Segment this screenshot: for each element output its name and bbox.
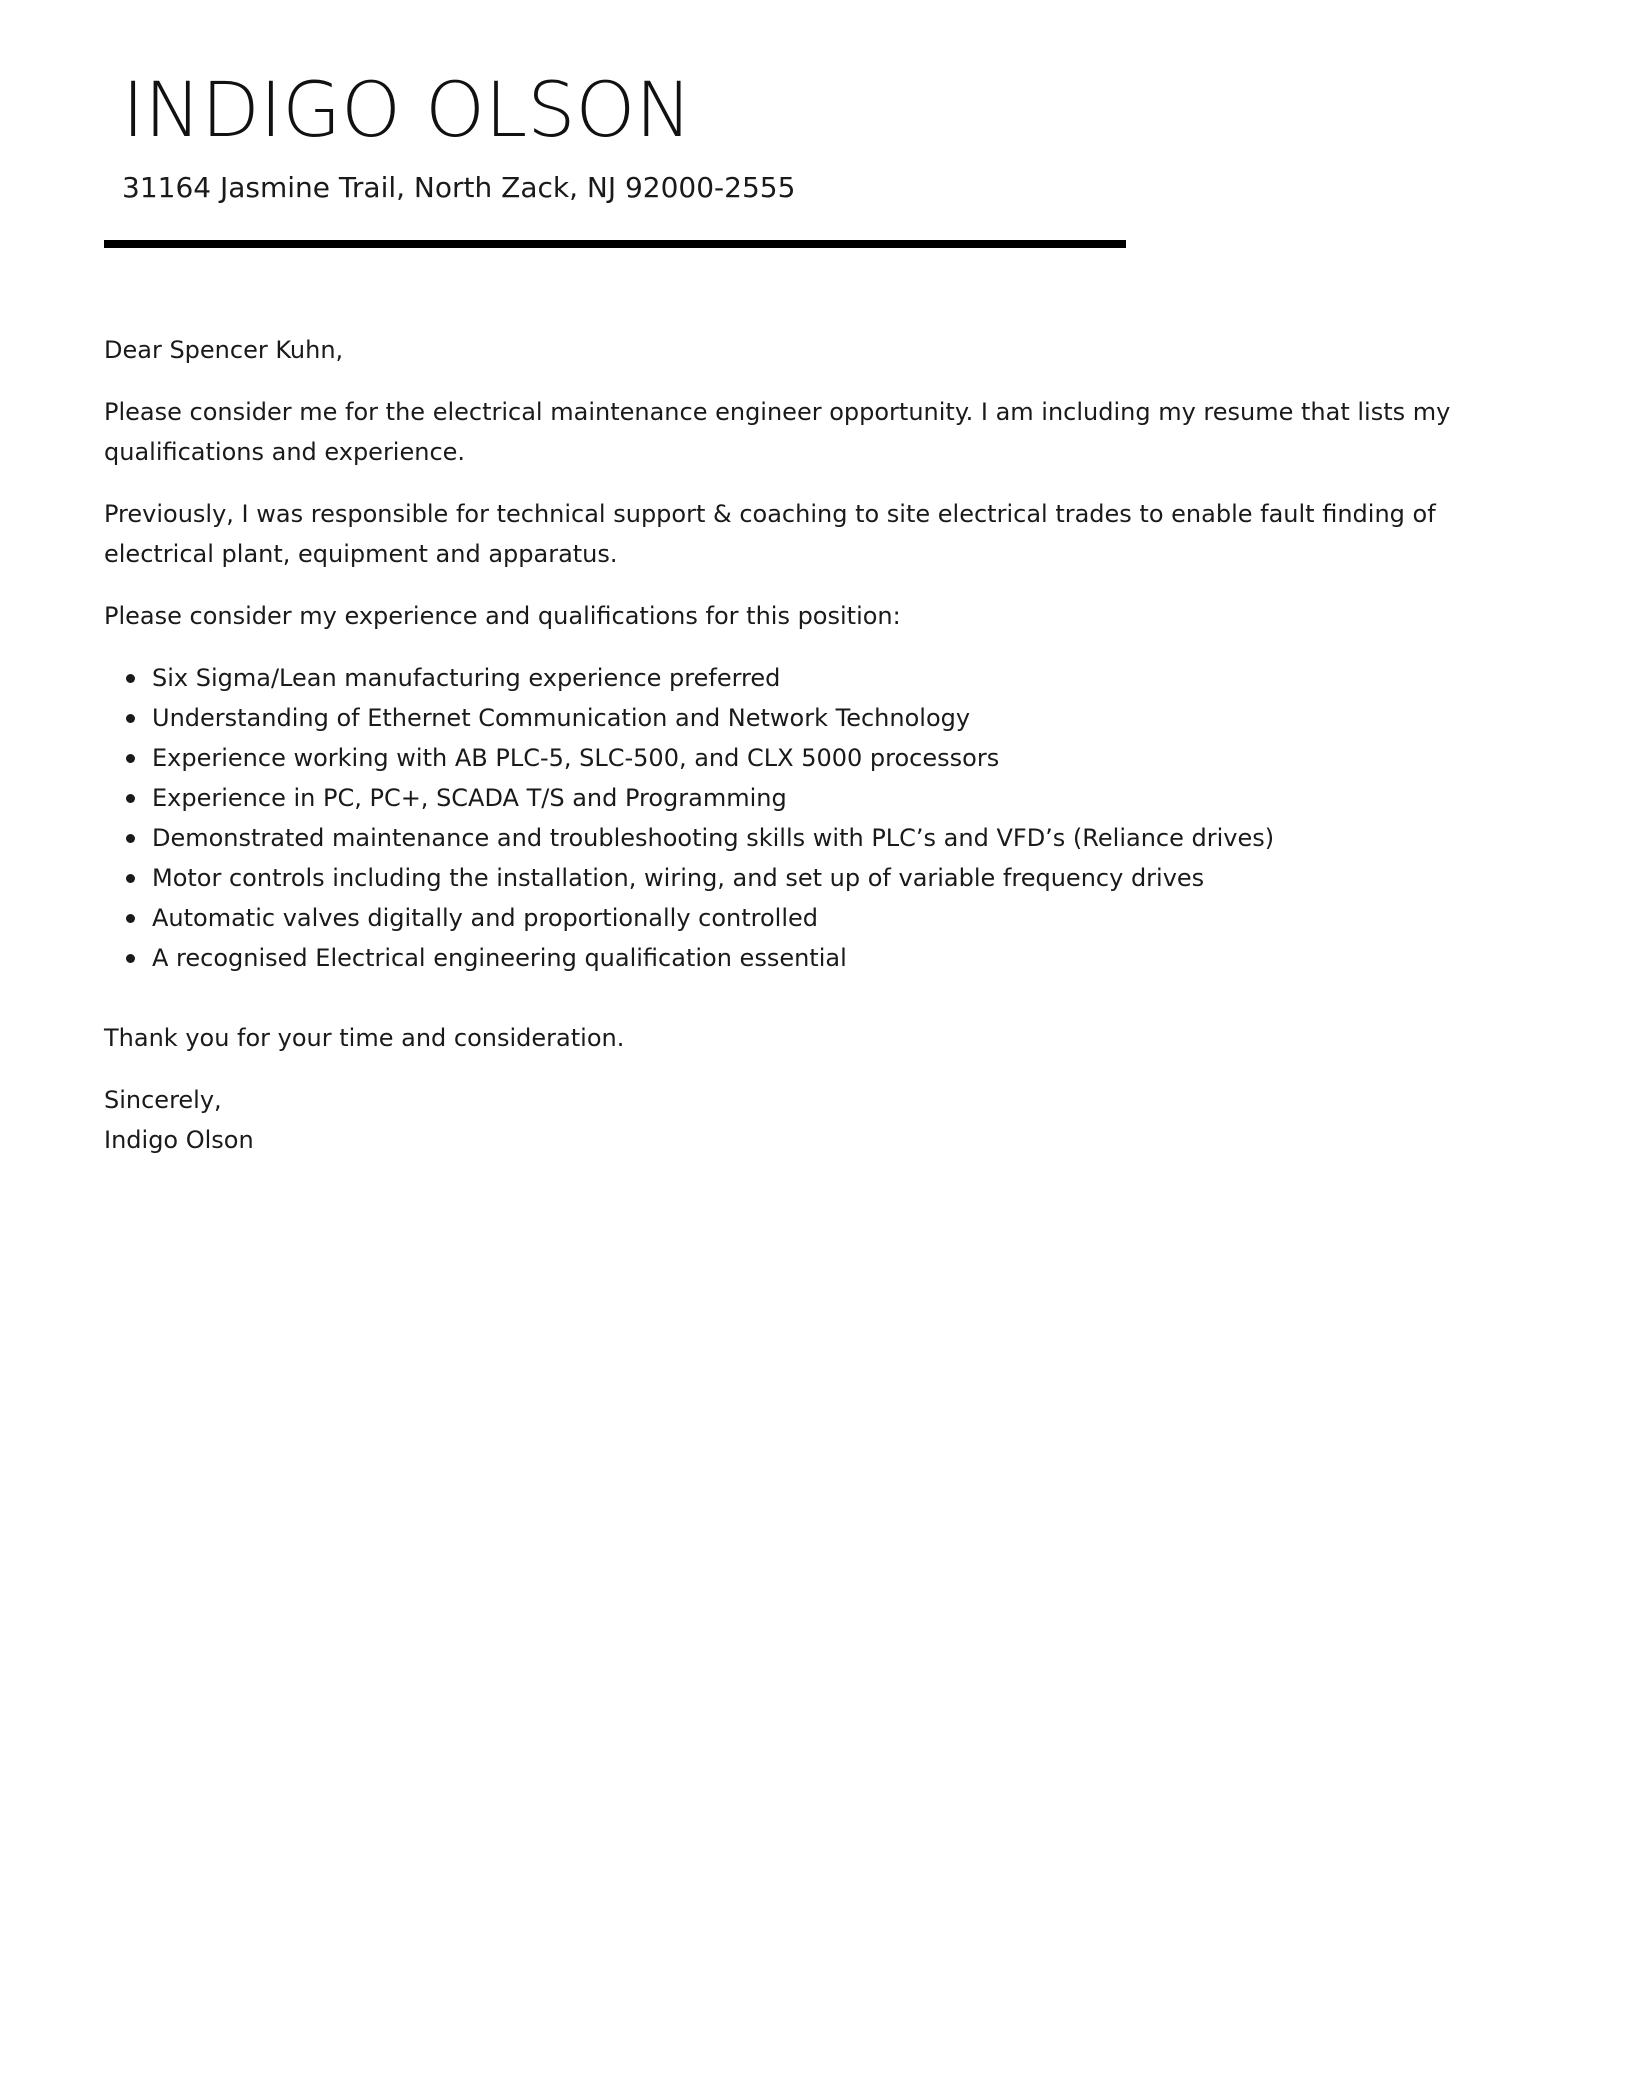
- experience-paragraph: Previously, I was responsible for technical support & coaching to site electrical trades to enable fault finding of electrical plant, equipment and apparatus.: [104, 500, 1436, 568]
- letter-body: [104, 330, 1544, 1160]
- list-item-text: Motor controls including the installation, wiring, and set up of variable frequency drives: [152, 864, 1205, 892]
- list-item-text: Understanding of Ethernet Communication and Network Technology: [152, 704, 971, 732]
- list-item: [152, 858, 1544, 898]
- list-item: [152, 938, 1544, 978]
- qualifications-list: [104, 658, 1544, 978]
- list-item: [152, 778, 1544, 818]
- list-item: [152, 738, 1544, 778]
- list-item-text: Six Sigma/Lean manufacturing experience preferred: [152, 664, 781, 692]
- list-item-text: Experience in PC, PC+, SCADA T/S and Programming: [152, 784, 787, 812]
- applicant-name: INDIGO OLSON: [122, 65, 693, 154]
- intro-paragraph: Please consider me for the electrical maintenance engineer opportunity. I am including my resume that lists my qualifications and experience.: [104, 398, 1451, 466]
- list-item: [152, 658, 1544, 698]
- bullet-icon: [126, 754, 135, 763]
- bullet-icon: [126, 714, 135, 723]
- bullet-icon: [126, 874, 135, 883]
- bullet-icon: [126, 794, 135, 803]
- signature-name: Indigo Olson: [104, 1126, 254, 1154]
- bullet-icon: [126, 914, 135, 923]
- header-divider: [104, 240, 1126, 248]
- list-item: [152, 898, 1544, 938]
- list-item: [152, 818, 1544, 858]
- qualifications-intro: Please consider my experience and qualifications for this position:: [104, 602, 901, 630]
- signoff: Sincerely,: [104, 1086, 222, 1114]
- closing-line: Thank you for your time and consideration.: [104, 1024, 625, 1052]
- list-item-text: Automatic valves digitally and proportionally controlled: [152, 904, 819, 932]
- list-item-text: Demonstrated maintenance and troubleshooting skills with PLC’s and VFD’s (Reliance drives): [152, 824, 1275, 852]
- bullet-icon: [126, 834, 135, 843]
- bullet-icon: [126, 674, 135, 683]
- list-item: [152, 698, 1544, 738]
- bullet-icon: [126, 954, 135, 963]
- list-item-text: A recognised Electrical engineering qualification essential: [152, 944, 847, 972]
- applicant-address: 31164 Jasmine Trail, North Zack, NJ 92000-2555: [122, 171, 796, 204]
- list-item-text: Experience working with AB PLC-5, SLC-500, and CLX 5000 processors: [152, 744, 1000, 772]
- salutation: Dear Spencer Kuhn,: [104, 336, 344, 364]
